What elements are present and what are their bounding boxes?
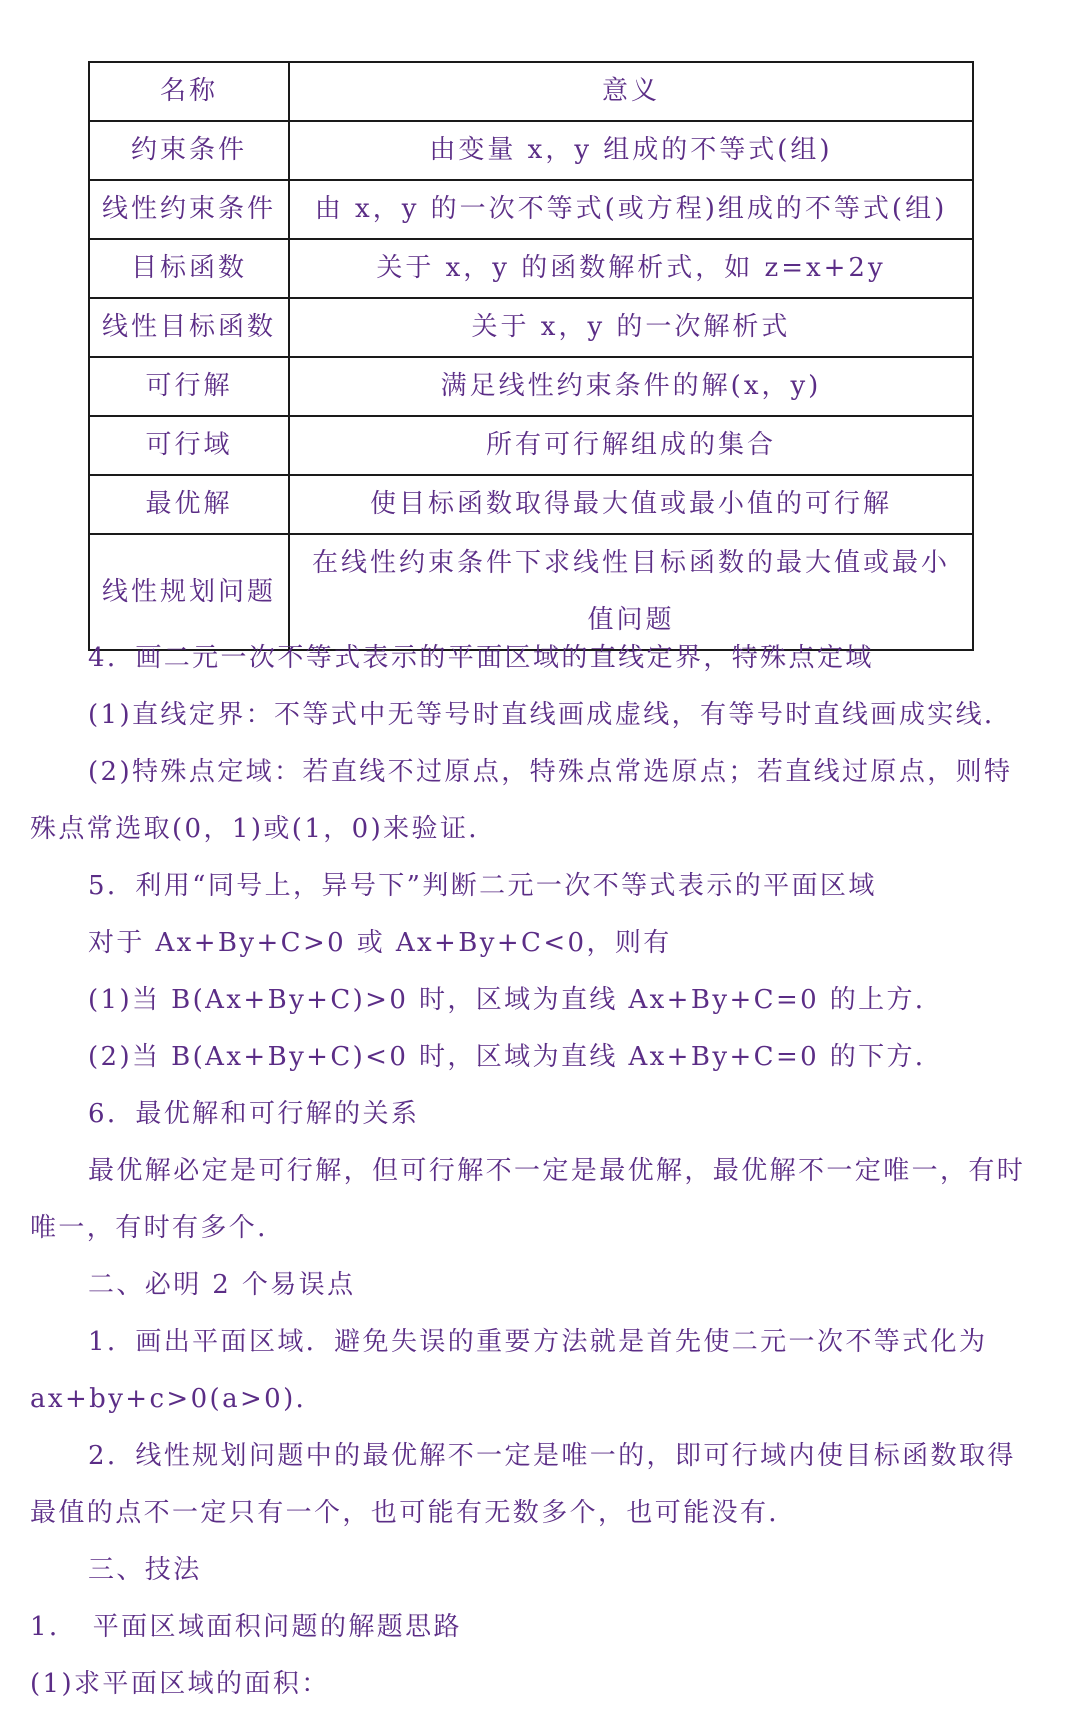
term-cell: 最优解 — [89, 475, 289, 534]
paragraph: 1．画出平面区域．避免失误的重要方法就是首先使二元一次不等式化为 ax+by+c>0(a>0)． — [30, 1327, 988, 1414]
linear-programming-terms-table — [88, 61, 974, 651]
meaning-cell: 关于 x，y 的一次解析式 — [289, 298, 973, 357]
meaning-cell: 使目标函数取得最大值或最小值的可行解 — [289, 475, 973, 534]
paragraph: (2)当 B(Ax+By+C)<0 时，区域为直线 Ax+By+C=0 的下方． — [88, 1042, 944, 1072]
term-cell: 约束条件 — [89, 121, 289, 180]
table-row — [89, 121, 973, 180]
section-heading: 5．利用“同号上，异号下”判断二元一次不等式表示的平面区域 — [88, 871, 877, 901]
body-text — [30, 630, 1040, 1713]
term-cell: 线性目标函数 — [89, 298, 289, 357]
table-row — [89, 180, 973, 239]
table-row — [89, 239, 973, 298]
section-heading: 二、必明 2 个易误点 — [88, 1270, 356, 1300]
meaning-cell: 由 x，y 的一次不等式(或方程)组成的不等式(组) — [289, 180, 973, 239]
paragraph: (2)特殊点定域：若直线不过原点，特殊点常选原点；若直线过原点，则特殊点常选取(0，1)或(1，0)来验证． — [30, 757, 1013, 844]
paragraph: (1)当 B(Ax+By+C)>0 时，区域为直线 Ax+By+C=0 的上方． — [88, 985, 944, 1015]
term-cell: 线性规划问题 — [89, 534, 289, 650]
meaning-cell: 由变量 x，y 组成的不等式(组) — [289, 121, 973, 180]
header-cell-meaning: 意义 — [289, 62, 973, 121]
paragraph: (1)直线定界：不等式中无等号时直线画成虚线，有等号时直线画成实线． — [88, 700, 1013, 730]
paragraph: 最优解必定是可行解，但可行解不一定是最优解，最优解不一定唯一，有时唯一，有时有多个． — [30, 1156, 1026, 1243]
term-cell: 线性约束条件 — [89, 180, 289, 239]
paragraph: 对于 Ax+By+C>0 或 Ax+By+C<0，则有 — [88, 928, 672, 958]
header-cell-name: 名称 — [89, 62, 289, 121]
section-heading: 6．最优解和可行解的关系 — [88, 1099, 420, 1129]
term-cell: 目标函数 — [89, 239, 289, 298]
meaning-cell: 满足线性约束条件的解(x，y) — [289, 357, 973, 416]
table-row — [89, 475, 973, 534]
section-heading: 三、技法 — [88, 1555, 202, 1585]
meaning-cell: 在线性约束条件下求线性目标函数的最大值或最小值问题 — [289, 534, 973, 650]
table-header-row — [89, 62, 973, 121]
term-cell: 可行解 — [89, 357, 289, 416]
section-heading: 4．画二元一次不等式表示的平面区域的直线定界，特殊点定域 — [88, 643, 874, 673]
meaning-cell: 关于 x，y 的函数解析式，如 z=x+2y — [289, 239, 973, 298]
subsection-heading: 1． 平面区域面积问题的解题思路 — [30, 1612, 462, 1642]
paragraph: (1)求平面区域的面积： — [30, 1669, 330, 1699]
term-cell: 可行域 — [89, 416, 289, 475]
paragraph: 2．线性规划问题中的最优解不一定是唯一的，即可行域内使目标函数取得最值的点不一定只有一个，也可能有无数多个，也可能没有． — [30, 1441, 1016, 1528]
table-row — [89, 416, 973, 475]
table-row — [89, 357, 973, 416]
table-row — [89, 298, 973, 357]
meaning-cell: 所有可行解组成的集合 — [289, 416, 973, 475]
